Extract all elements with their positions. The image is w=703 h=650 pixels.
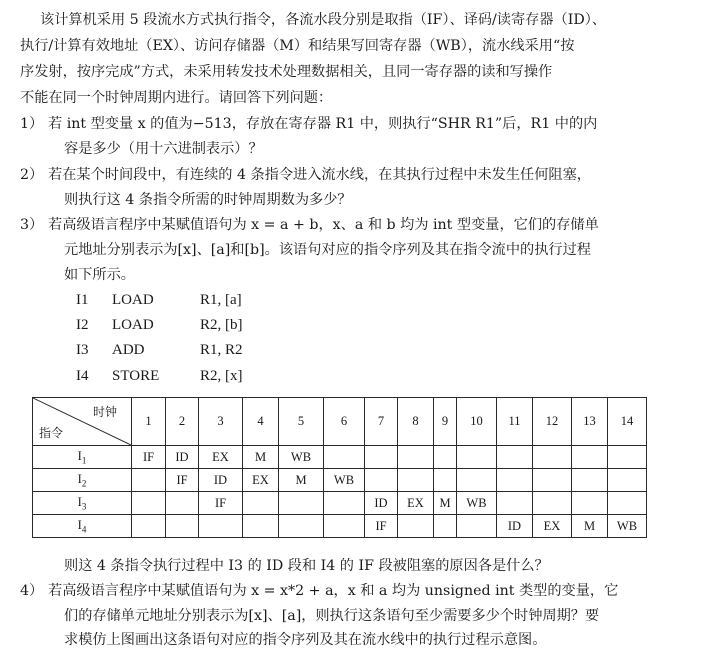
pipeline-row-label [33,469,132,492]
clock-header: 7 [365,398,398,446]
pipeline-stage-cell: IF [365,515,398,538]
q2-line-2: 则执行这 4 条指令所需的时钟周期数为多少？ [64,192,352,208]
clock-header: 13 [572,398,608,446]
pipeline-stage-cell: M [434,492,457,515]
q4-number: 4） [20,583,44,599]
instruction-id: I2 [76,317,89,333]
pipeline-stage-cell [132,515,166,538]
pipeline-stage-cell [434,515,457,538]
pipeline-stage-cell [572,446,608,469]
pipeline-stage-cell [497,469,533,492]
pipeline-row [33,515,647,538]
pipeline-stage-cell: ID [497,515,533,538]
pipeline-stage-cell: EX [398,492,434,515]
pipeline-row [33,492,647,515]
pipeline-row-label [33,492,132,515]
pipeline-stage-cell: IF [132,446,166,469]
pipeline-row-label [33,446,132,469]
instruction-id: I4 [76,368,89,384]
clock-header: 11 [497,398,533,446]
row-label-subscript: 2 [81,478,87,489]
pipeline-stage-cell: M [572,515,608,538]
pipeline-stage-cell [497,446,533,469]
pipeline-stage-cell: ID [365,492,398,515]
pipeline-row [33,469,647,492]
pipeline-stage-cell: WB [457,492,497,515]
pipeline-stage-cell [572,492,608,515]
instruction-id: I3 [76,342,89,358]
clock-header: 9 [434,398,457,446]
q1-line-1: 若 int 型变量 x 的值为−513，存放在寄存器 R1 中，则执行“SHR R1”后，R1 中的内 [48,116,598,132]
pipeline-stage-cell [132,492,166,515]
pipeline-stage-cell [279,515,324,538]
pipeline-stage-cell: WB [324,469,365,492]
pipeline-stage-cell [434,469,457,492]
pipeline-stage-cell [608,446,647,469]
q4-line-1: 若高级语言程序中某赋值语句为 x = x*2 + a，x 和 a 均为 unsigned int 类型的变量，它 [48,583,619,599]
pipeline-stage-cell: IF [199,492,243,515]
clock-header: 14 [608,398,647,446]
clock-header: 10 [457,398,497,446]
intro-line-2: 执行/计算有效地址（EX）、访问存储器（M）和结果写回寄存器（WB），流水线采用“按 [20,38,575,54]
instruction-op: LOAD [112,292,154,308]
q1-number: 1） [20,116,44,132]
q3-line-3: 如下所示。 [64,267,135,283]
q1-line-2: 容是多少（用十六进制表示）？ [64,141,263,157]
instruction-args: R1, [a] [200,292,242,308]
pipeline-stage-cell [324,446,365,469]
q2-line-1: 若在某个时间段中，有连续的 4 条指令进入流水线，在其执行过程中未发生任何阻塞， [48,167,591,183]
pipeline-stage-cell [243,515,279,538]
clock-header-row [33,398,647,446]
pipeline-stage-cell [365,446,398,469]
instruction-op: ADD [112,342,145,358]
clock-header: 5 [279,398,324,446]
pipeline-stage-cell [457,469,497,492]
pipeline-stage-cell [457,515,497,538]
pipeline-row [33,446,647,469]
row-label-letter: I [77,448,82,463]
intro-line-4: 不能在同一个时钟周期内进行。请回答下列问题： [20,90,333,106]
pipeline-row-label [33,515,132,538]
instruction-op: LOAD [112,317,154,333]
pipeline-stage-cell: WB [608,515,647,538]
pipeline-stage-cell [398,469,434,492]
q4-line-3: 求模仿上图画出这条语句对应的指令序列及其在流水线中的执行过程示意图。 [64,632,547,648]
pipeline-stage-cell [279,492,324,515]
pipeline-stage-cell [533,469,572,492]
row-label-letter: I [77,471,82,486]
instruction-args: R2, [b] [200,317,243,333]
intro-line-1: 该计算机采用 5 段流水方式执行指令，各流水段分别是取指（IF）、译码/读寄存器（ID）、 [40,12,606,28]
pipeline-stage-cell [324,515,365,538]
clock-header: 8 [398,398,434,446]
instruction-args: R2, [x] [200,368,243,384]
row-label-letter: I [77,494,82,509]
pipeline-stage-cell [199,515,243,538]
pipeline-stage-cell [166,515,199,538]
pipeline-stage-cell: ID [199,469,243,492]
q3-line-1: 若高级语言程序中某赋值语句为 x = a + b，x、a 和 b 均为 int 型变量，它们的存储单 [48,217,599,233]
pipeline-stage-cell: EX [533,515,572,538]
instruction-op: STORE [112,368,160,384]
pipeline-stage-cell [434,446,457,469]
pipeline-stage-cell [533,492,572,515]
pipeline-stage-cell [243,492,279,515]
pipeline-stage-cell [497,492,533,515]
clock-header: 12 [533,398,572,446]
clock-header: 3 [199,398,243,446]
pipeline-stage-cell: WB [279,446,324,469]
pipeline-stage-cell [533,446,572,469]
row-label-subscript: 1 [81,455,87,466]
pipeline-table [32,397,647,538]
pipeline-stage-cell [572,469,608,492]
q3-number: 3） [20,217,44,233]
pipeline-stage-cell [398,515,434,538]
pipeline-stage-cell [608,492,647,515]
pipeline-stage-cell: EX [199,446,243,469]
clock-axis-label: 时钟 [92,405,117,419]
pipeline-stage-cell [365,469,398,492]
q2-number: 2） [20,167,44,183]
q3-follow-up: 则这 4 条指令执行过程中 I3 的 ID 段和 I4 的 IF 段被阻塞的原因各是什么？ [64,558,549,574]
row-label-subscript: 4 [81,524,87,535]
clock-header: 6 [324,398,365,446]
q3-line-2: 元地址分别表示为[x]、[a]和[b]。该语句对应的指令序列及其在指令流中的执行过程 [64,242,591,258]
q4-line-2: 们的存储单元地址分别表示为[x]、[a]，则执行这条语句至少需要多少个时钟周期？要 [64,608,600,624]
pipeline-stage-cell: ID [166,446,199,469]
clock-header: 1 [132,398,166,446]
clock-header: 2 [166,398,199,446]
pipeline-stage-cell [132,469,166,492]
pipeline-stage-cell: IF [166,469,199,492]
pipeline-stage-cell [324,492,365,515]
pipeline-stage-cell [166,492,199,515]
clock-header: 4 [243,398,279,446]
pipeline-stage-cell [398,446,434,469]
pipeline-stage-cell: EX [243,469,279,492]
pipeline-stage-cell: M [243,446,279,469]
instruction-axis-label: 指令 [39,426,64,440]
pipeline-stage-cell: M [279,469,324,492]
table-corner-cell [33,398,132,446]
instruction-id: I1 [76,292,89,308]
pipeline-stage-cell [457,446,497,469]
intro-line-3: 序发射，按序完成”方式，未采用转发技术处理数据相关，且同一寄存器的读和写操作 [20,64,553,80]
instruction-args: R1, R2 [200,342,243,358]
pipeline-stage-cell [608,469,647,492]
row-label-letter: I [77,517,82,532]
row-label-subscript: 3 [81,501,87,512]
